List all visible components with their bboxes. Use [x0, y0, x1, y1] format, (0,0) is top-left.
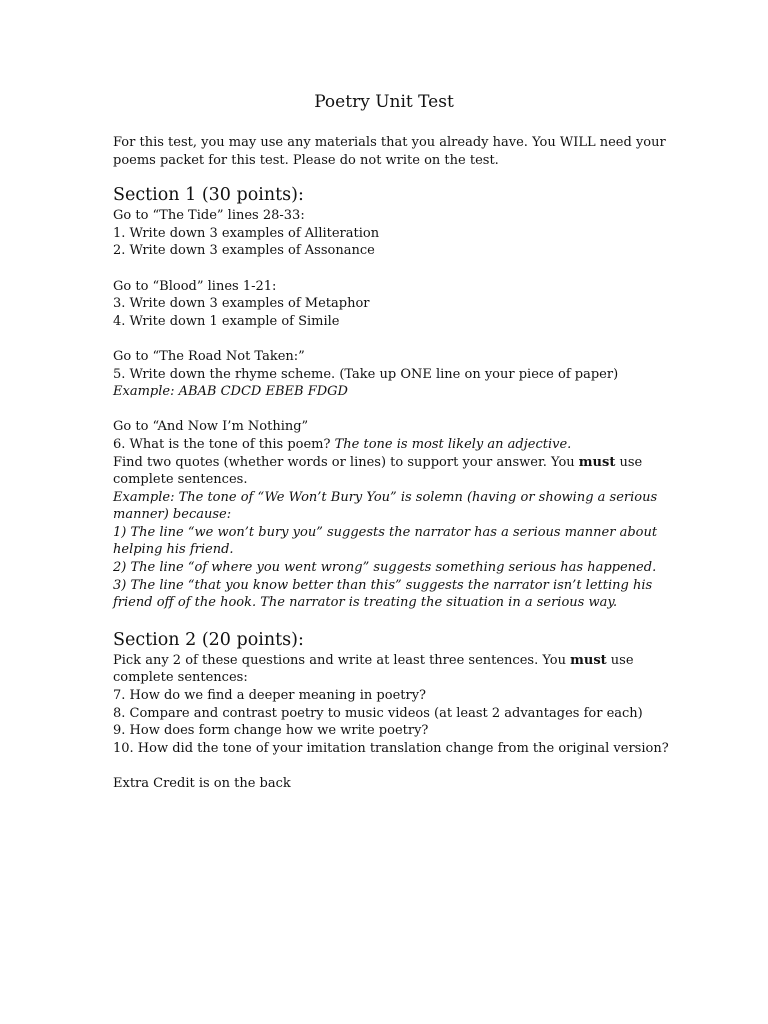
question-5: 5. Write down the rhyme scheme. (Take up ONE line on your piece of paper) [113, 366, 619, 382]
intro-line-2: poems packet for this test. Please do not write on the test. [113, 152, 499, 168]
intro-line-1: For this test, you may use any materials that you already have. You WILL need your [113, 135, 666, 150]
section-2-instruction-text: Pick any 2 of these questions and write at least three sentences. You [113, 652, 571, 668]
tone-example-line-3: 1) The line “we won’t bury you” suggests the narrator has a serious manner about [113, 524, 658, 540]
question-7: 7. How do we find a deeper meaning in poetry? [113, 688, 427, 704]
quotes-instruction [113, 454, 673, 472]
section-2-instruction [113, 652, 673, 670]
spacer [113, 757, 673, 775]
section-2-instruction-suffix: use [606, 652, 634, 668]
extra-credit-note: Extra Credit is on the back [113, 776, 291, 791]
question-2: 2. Write down 3 examples of Assonance [113, 243, 375, 259]
question-8: 8. Compare and contrast poetry to music videos (at least 2 advantages for each) [113, 705, 643, 721]
spacer [113, 612, 673, 628]
quotes-instruction-text: Find two quotes (whether words or lines) to support your answer. You [113, 454, 579, 470]
tone-example-line-5: 2) The line “of where you went wrong” suggests something serious has happened. [113, 560, 657, 576]
question-6-hint: The tone is most likely an adjective. [334, 436, 572, 452]
question-1: 1. Write down 3 examples of Alliteration [113, 225, 380, 241]
question-3: 3. Write down 3 examples of Metaphor [113, 296, 370, 312]
quotes-instruction-suffix: use [615, 454, 643, 470]
question-10: 10. How did the tone of your imitation translation change from the original version? [113, 740, 669, 756]
question-6-text: 6. What is the tone of this poem? [113, 436, 335, 452]
nothing-instruction: Go to “And Now I’m Nothing” [113, 419, 309, 435]
section-1-heading: Section 1 (30 points): [113, 185, 304, 206]
document-title: Poetry Unit Test [314, 92, 454, 112]
spacer [113, 260, 673, 278]
section-2-heading: Section 2 (20 points): [113, 629, 304, 650]
document-body [113, 90, 673, 793]
blood-instruction: Go to “Blood” lines 1-21: [113, 278, 277, 294]
spacer [113, 401, 673, 419]
tone-example-line-1: Example: The tone of “We Won’t Bury You” is solemn (having or showing a serious [113, 489, 658, 505]
spacer [113, 330, 673, 348]
rhyme-scheme-example: Example: ABAB CDCD EBEB FDGD [113, 384, 348, 400]
section-2-instruction-line-2: complete sentences: [113, 670, 248, 686]
spacer [113, 169, 673, 183]
tone-example-line-2: manner) because: [113, 507, 232, 523]
road-instruction: Go to “The Road Not Taken:” [113, 348, 305, 364]
quotes-instruction-line-2: complete sentences. [113, 472, 248, 488]
section-2-must: must [570, 652, 607, 668]
tone-example-line-6: 3) The line “that you know better than this” suggests the narrator isn’t letting his [113, 577, 653, 593]
question-6 [113, 436, 673, 454]
tone-example-line-7: friend off of the hook. The narrator is treating the situation in a serious way. [113, 595, 618, 611]
quotes-must: must [578, 454, 616, 470]
tone-example-line-4: helping his friend. [113, 542, 234, 558]
question-9: 9. How does form change how we write poetry? [113, 723, 429, 739]
question-4: 4. Write down 1 example of Simile [113, 313, 340, 329]
tide-instruction: Go to “The Tide” lines 28-33: [113, 208, 305, 224]
